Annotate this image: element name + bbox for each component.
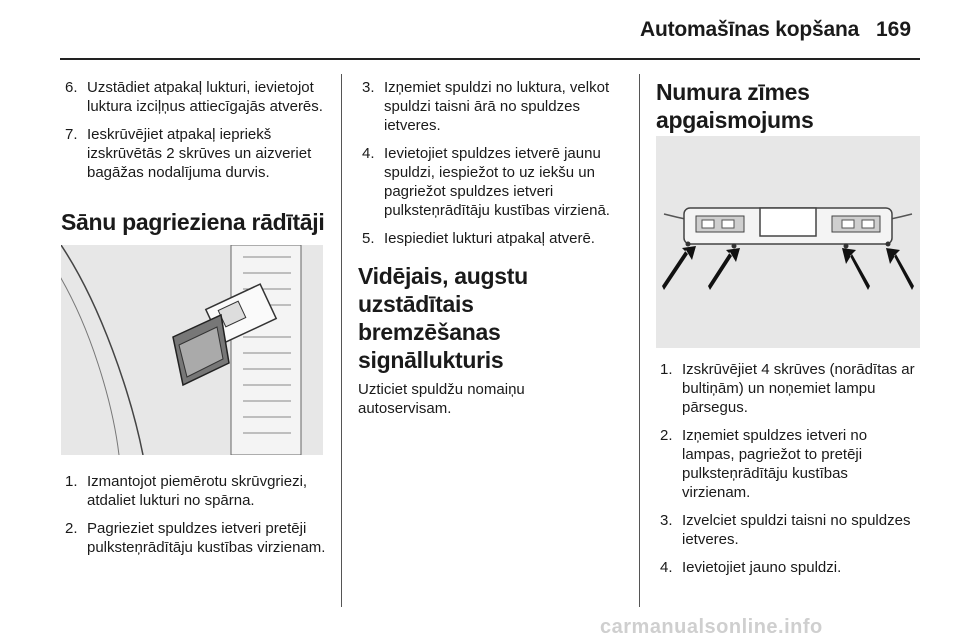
steps-list-bottom [61,472,333,557]
step-text: Izmantojot piemērotu skrūvgriezi, atdaliet lukturi no spārna. [87,473,308,509]
column-1 [61,78,331,191]
steps-list-col3 [656,360,920,577]
list-item [358,78,633,135]
step-number: 3. [362,79,375,96]
step-number: 4. [362,145,375,162]
column-3-steps [656,360,920,586]
watermark: carmanualsonline.info [600,616,823,638]
page-header-title: Automašīnas kopšana [640,18,860,41]
brake-light-paragraph: Uzticiet spuldžu nomaiņu autoservisam. [358,381,525,417]
step-number: 1. [65,473,78,490]
step-text: Pagrieziet spuldzes ietveri pretēji pulksteņrādītāju kustības virzienam. [87,520,326,556]
step-text: Izvelciet spuldzi taisni no spuldzes ietveres. [682,512,911,548]
list-item [61,125,331,182]
step-number: 3. [660,512,673,529]
list-item [358,144,633,220]
step-number: 4. [660,559,673,576]
side-indicator-drawing [61,245,323,455]
section-heading-brake-light: Vidējais, augstu uzstādītais bremzēšanas signāllukturis [358,263,528,373]
list-item [61,78,331,116]
step-number: 2. [660,427,673,444]
step-text: Izņemiet spuldzi no luktura, velkot spuldzi taisni ārā no spuldzes ietveres. [384,79,610,134]
step-number: 2. [65,520,78,537]
steps-list-top [61,78,331,182]
step-number: 6. [65,79,78,96]
page-number: 169 [876,18,912,41]
list-item [61,472,333,510]
steps-list-col2 [358,78,633,248]
list-item [656,511,920,549]
column-divider-2 [639,74,640,607]
step-text: Ieskrūvējiet atpakaļ iepriekš izskrūvētās 2 skrūves un aizveriet bagāžas nodalījuma durvis. [87,126,312,181]
step-number: 5. [362,230,375,247]
list-item [656,426,920,502]
step-text: Iespiediet lukturi atpakaļ atverē. [384,230,595,247]
plate-light-drawing [656,136,920,348]
list-item [656,360,920,417]
step-number: 7. [65,126,78,143]
list-item [656,558,920,577]
step-text: Izskrūvējiet 4 skrūves (norādītas ar bultiņām) un noņemiet lampu pārsegus. [682,361,915,416]
plate-light-illustration [656,136,920,348]
step-text: Uzstādiet atpakaļ lukturi, ievietojot luktura izciļņus attiecīgajās atverēs. [87,79,323,115]
section-heading-side-indicators: Sānu pagrieziena rādītāji [61,209,325,235]
header-divider [60,58,920,60]
side-indicator-illustration [61,245,323,455]
section-heading-plate-light: Numura zīmes apgaismojums [656,79,814,133]
step-text: Izņemiet spuldzes ietveri no lampas, pagriežot to pretēji pulksteņrādītāju kustības virzienam. [682,427,868,501]
list-item [61,519,333,557]
step-number: 1. [660,361,673,378]
step-text: Ievietojiet spuldzes ietverē jaunu spuldzi, iespiežot to uz iekšu un pagriežot spuldzes ietveri pulksteņrādītāju kustības virzienā. [384,145,610,219]
column-2 [358,78,633,418]
list-item [358,229,633,248]
column-divider-1 [341,74,342,607]
column-1-bottom [61,472,333,566]
step-text: Ievietojiet jauno spuldzi. [682,559,842,576]
